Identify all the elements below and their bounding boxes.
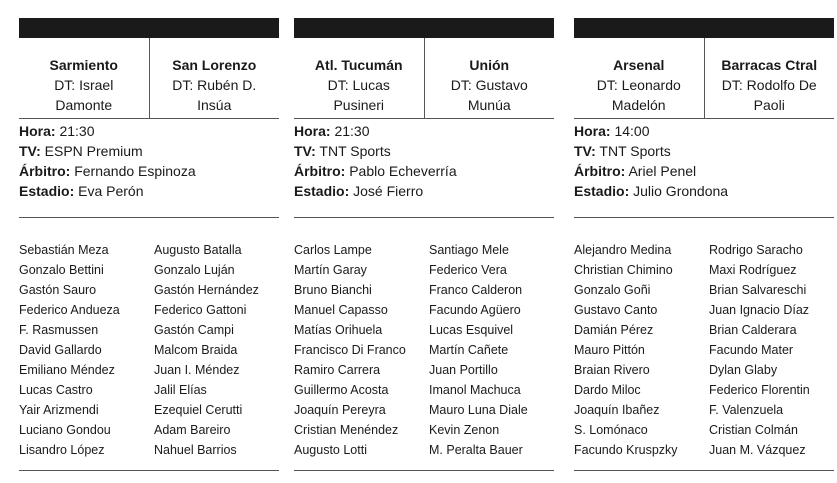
home-player: Luciano Gondou [19, 423, 111, 437]
home-player: Bruno Bianchi [294, 283, 372, 297]
away-player: Lucas Esquivel [429, 323, 514, 337]
tv-row [19, 141, 279, 161]
home-player: Gastón Sauro [19, 283, 97, 297]
away-lineup [419, 240, 554, 460]
hora-row [574, 121, 834, 141]
estadio-row [294, 181, 554, 201]
estadio-value: Eva Perón [78, 183, 144, 199]
away-player: Nahuel Barrios [154, 443, 237, 457]
home-player: Federico Andueza [19, 303, 120, 317]
away-player: Juan Ignacio Díaz [709, 303, 810, 317]
home-team [294, 38, 425, 118]
away-player: Rodrigo Saracho [709, 243, 803, 257]
home-player: Martín Garay [294, 263, 367, 277]
away-coach-line-1: DT: Gustavo [450, 77, 528, 93]
home-player: Yair Arizmendi [19, 403, 99, 417]
away-team [705, 38, 835, 118]
home-player: David Gallardo [19, 343, 102, 357]
tv-row [294, 141, 554, 161]
away-team [150, 38, 280, 118]
home-team-name: Atl. Tucumán [314, 57, 403, 73]
home-player: Damián Pérez [574, 323, 654, 337]
home-team-name: Arsenal [613, 57, 665, 73]
away-lineup [144, 240, 279, 460]
home-player: Guillermo Acosta [294, 383, 389, 397]
match-info [574, 119, 834, 218]
away-player: Juan M. Vázquez [709, 443, 806, 457]
home-player: Cristian Menéndez [294, 423, 399, 437]
away-player: Federico Vera [429, 263, 507, 277]
away-player: Jalil Elías [154, 383, 207, 397]
away-player: Federico Florentin [709, 383, 810, 397]
tv-label: TV: [19, 143, 41, 159]
away-coach-line-2: Munúa [467, 97, 511, 113]
home-coach-line-1: DT: Leonardo [596, 77, 681, 93]
home-player: Augusto Lotti [294, 443, 367, 457]
match-card-sarmiento-san-lorenzo [19, 0, 279, 483]
estadio-row [19, 181, 279, 201]
hora-row [19, 121, 279, 141]
estadio-label: Estadio: [294, 183, 350, 199]
arbitro-value: Pablo Echeverría [349, 163, 457, 179]
home-lineup [294, 240, 419, 460]
bottom-divider [574, 470, 834, 471]
away-player: Franco Calderon [429, 283, 523, 297]
card-header-bar [574, 18, 834, 38]
home-player: Braian Rivero [574, 363, 650, 377]
match-card-atl-tucuman-union [294, 0, 554, 483]
home-player: Joaquín Pereyra [294, 403, 386, 417]
away-player: Juan Portillo [429, 363, 498, 377]
teams-row [294, 38, 554, 119]
away-player: Juan I. Méndez [154, 363, 240, 377]
home-coach-line-2: Madelón [611, 97, 666, 113]
home-team [19, 38, 150, 118]
hora-label: Hora: [574, 123, 611, 139]
estadio-label: Estadio: [574, 183, 630, 199]
away-player: Dylan Glaby [709, 363, 778, 377]
away-player: Ezequiel Cerutti [154, 403, 243, 417]
hora-value: 14:00 [614, 123, 650, 139]
away-player: Gastón Hernández [154, 283, 259, 297]
estadio-value: José Fierro [353, 183, 424, 199]
home-player: Alejandro Medina [574, 243, 672, 257]
away-player: Facundo Mater [709, 343, 794, 357]
match-info [19, 119, 279, 218]
home-player: Mauro Pittón [574, 343, 645, 357]
away-player: Imanol Machuca [429, 383, 521, 397]
away-coach-line-2: Insúa [197, 97, 232, 113]
hora-label: Hora: [294, 123, 331, 139]
home-coach-line-2: Damonte [55, 97, 113, 113]
away-lineup [699, 240, 834, 460]
away-player: Adam Bareiro [154, 423, 231, 437]
away-player: Kevin Zenon [429, 423, 500, 437]
card-header-bar [294, 18, 554, 38]
teams-row [19, 38, 279, 119]
away-player: F. Valenzuela [709, 403, 784, 417]
home-player: Joaquín Ibañez [574, 403, 660, 417]
home-lineup [19, 240, 144, 460]
home-player: Manuel Capasso [294, 303, 388, 317]
arbitro-value: Ariel Penel [628, 163, 697, 179]
home-player: Facundo Kruspzky [574, 443, 678, 457]
home-player: Carlos Lampe [294, 243, 372, 257]
away-player: Federico Gattoni [154, 303, 247, 317]
arbitro-label: Árbitro: [19, 163, 71, 179]
away-team-name: Barracas Ctral [721, 57, 818, 73]
tv-value: TNT Sports [319, 143, 391, 159]
away-player: Augusto Batalla [154, 243, 242, 257]
home-team [574, 38, 705, 118]
away-player: Maxi Rodríguez [709, 263, 797, 277]
away-team-name: San Lorenzo [172, 57, 257, 73]
away-player: Santiago Mele [429, 243, 509, 257]
home-player: Christian Chimino [574, 263, 673, 277]
bottom-divider [294, 470, 554, 471]
away-player: Gastón Campi [154, 323, 234, 337]
home-team-name: Sarmiento [49, 57, 118, 73]
home-player: Lisandro López [19, 443, 105, 457]
home-player: Emiliano Méndez [19, 363, 115, 377]
lineups [294, 218, 554, 460]
home-player: F. Rasmussen [19, 323, 99, 337]
home-coach-line-2: Pusineri [333, 97, 385, 113]
arbitro-label: Árbitro: [574, 163, 626, 179]
away-team [425, 38, 555, 118]
home-player: Gonzalo Goñi [574, 283, 651, 297]
estadio-value: Julio Grondona [633, 183, 729, 199]
away-player: Mauro Luna Diale [429, 403, 528, 417]
home-player: Ramiro Carrera [294, 363, 381, 377]
estadio-row [574, 181, 834, 201]
home-player: Francisco Di Franco [294, 343, 406, 357]
away-coach-line-1: DT: Rodolfo De [721, 77, 817, 93]
hora-row [294, 121, 554, 141]
tv-value: ESPN Premium [44, 143, 143, 159]
hora-label: Hora: [19, 123, 56, 139]
away-team-name: Unión [469, 57, 510, 73]
home-coach-line-1: DT: Israel [54, 77, 114, 93]
estadio-label: Estadio: [19, 183, 75, 199]
home-player: Dardo Miloc [574, 383, 641, 397]
home-player: Matías Orihuela [294, 323, 383, 337]
away-player: M. Peralta Bauer [429, 443, 523, 457]
away-coach-line-2: Paoli [753, 97, 785, 113]
away-player: Gonzalo Luján [154, 263, 235, 277]
arbitro-value: Fernando Espinoza [74, 163, 196, 179]
home-player: Gonzalo Bettini [19, 263, 104, 277]
home-player: Gustavo Canto [574, 303, 658, 317]
tv-value: TNT Sports [599, 143, 671, 159]
teams-row [574, 38, 834, 119]
home-coach-line-1: DT: Lucas [327, 77, 390, 93]
home-player: Sebastián Meza [19, 243, 109, 257]
arbitro-row [19, 161, 279, 181]
match-card-arsenal-barracas [574, 0, 834, 483]
away-player: Martín Cañete [429, 343, 509, 357]
arbitro-row [574, 161, 834, 181]
away-coach-line-1: DT: Rubén D. [172, 77, 257, 93]
lineups [19, 218, 279, 460]
bottom-divider [19, 470, 279, 471]
home-player: S. Lomónaco [574, 423, 648, 437]
tv-label: TV: [294, 143, 316, 159]
tv-row [574, 141, 834, 161]
home-player: Lucas Castro [19, 383, 93, 397]
hora-value: 21:30 [59, 123, 95, 139]
away-player: Brian Calderara [709, 323, 797, 337]
lineups [574, 218, 834, 460]
away-player: Brian Salvareschi [709, 283, 807, 297]
card-header-bar [19, 18, 279, 38]
tv-label: TV: [574, 143, 596, 159]
hora-value: 21:30 [334, 123, 370, 139]
away-player: Facundo Agüero [429, 303, 521, 317]
arbitro-row [294, 161, 554, 181]
match-info [294, 119, 554, 218]
away-player: Malcom Braida [154, 343, 238, 357]
arbitro-label: Árbitro: [294, 163, 346, 179]
away-player: Cristian Colmán [709, 423, 798, 437]
home-lineup [574, 240, 699, 460]
